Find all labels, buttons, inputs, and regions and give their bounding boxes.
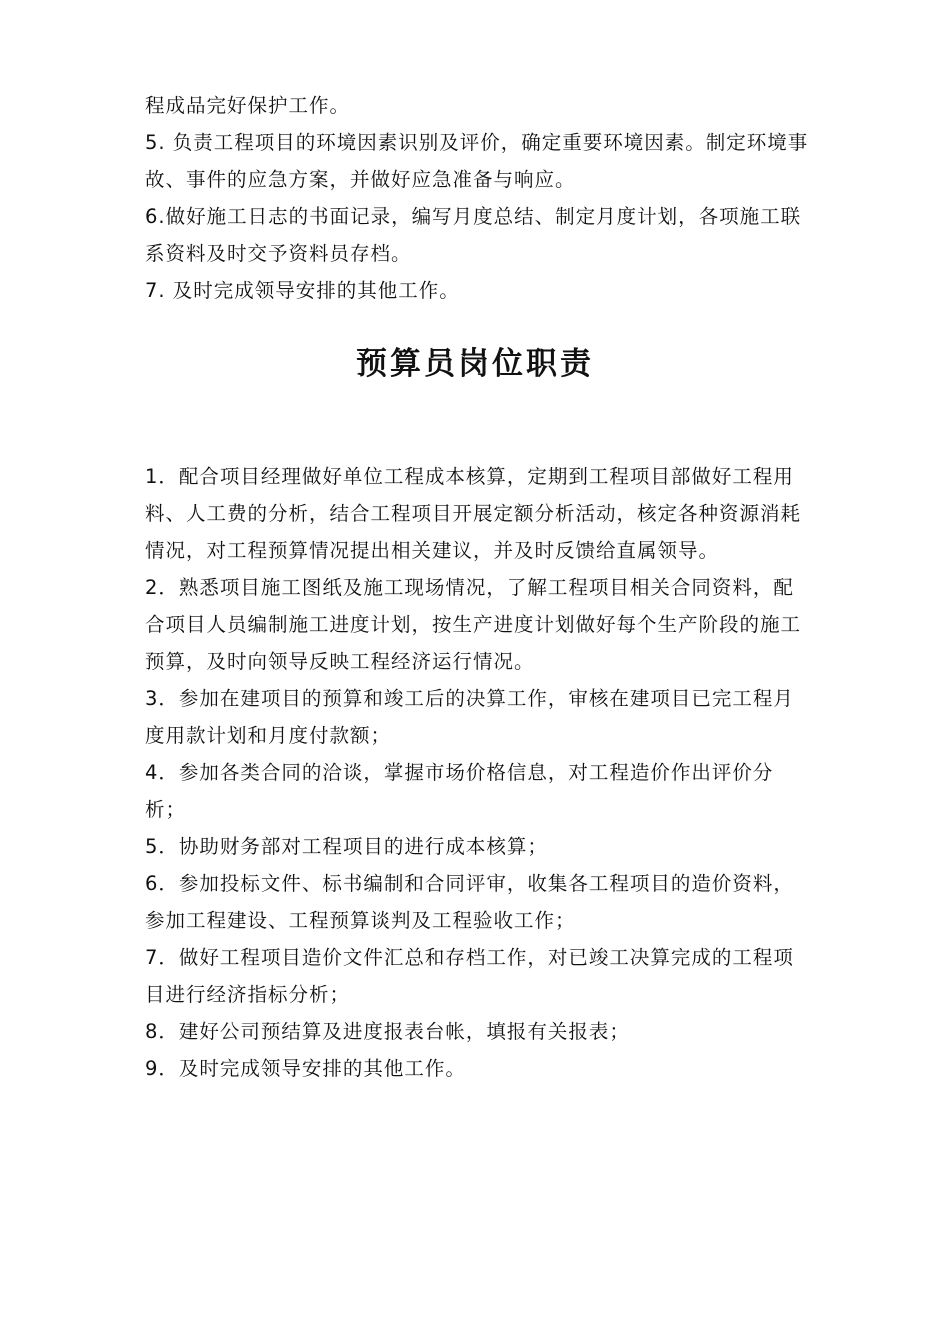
list-item: 3．参加在建项目的预算和竣工后的决算工作，审核在建项目已完工程月度用款计划和月度付款额； (145, 687, 794, 747)
list-item: 7．做好工程项目造价文件汇总和存档工作，对已竣工决算完成的工程项目进行经济指标分析； (145, 946, 794, 1006)
list-item: 2．熟悉项目施工图纸及施工现场情况，了解工程项目相关合同资料，配合项目人员编制施工进度计划，按生产进度计划做好每个生产阶段的施工预算，及时向领导反映工程经济运行情况。 (145, 576, 802, 673)
budget-officer-duties-list (145, 458, 810, 1087)
list-item: 程成品完好保护工作。 (145, 94, 351, 117)
list-item: 5．协助财务部对工程项目的进行成本核算； (145, 835, 548, 858)
list-item: 6．参加投标文件、标书编制和合同评审，收集各工程项目的造价资料，参加工程建设、工程预算谈判及工程验收工作； (145, 872, 794, 932)
list-item: 8．建好公司预结算及进度报表台帐，填报有关报表； (145, 1020, 630, 1043)
list-item: 9．及时完成领导安排的其他工作。 (145, 1057, 466, 1080)
list-item: 1．配合项目经理做好单位工程成本核算，定期到工程项目部做好工程用料、人工费的分析，结合工程项目开展定额分析活动，核定各种资源消耗情况，对工程预算情况提出相关建议，并及时反馈给直属领导。 (145, 465, 802, 562)
list-item: 7. 及时完成领导安排的其他工作。 (145, 279, 460, 302)
list-item: 4．参加各类合同的洽谈，掌握市场价格信息，对工程造价作出评价分析； (145, 761, 774, 821)
list-item: 6.做好施工日志的书面记录，编写月度总结、制定月度计划，各项施工联系资料及时交予资料员存档。 (145, 205, 802, 265)
list-item: 5. 负责工程项目的环境因素识别及评价，确定重要环境因素。制定环境事故、事件的应急方案，并做好应急准备与响应。 (145, 131, 809, 191)
section-title: 预算员岗位职责 (356, 346, 594, 382)
continued-duties-list (145, 87, 810, 309)
